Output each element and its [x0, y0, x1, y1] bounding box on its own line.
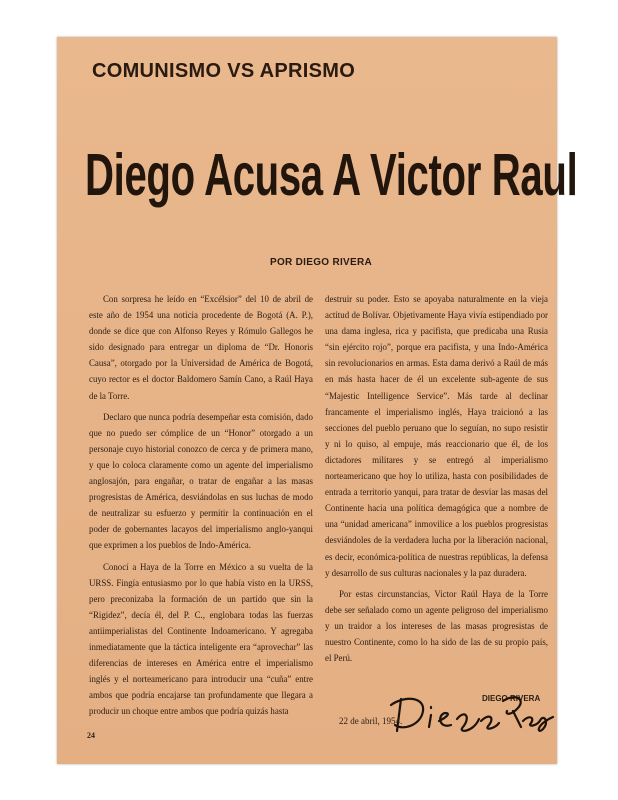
- left-column: [89, 291, 313, 724]
- section-kicker: COMUNISMO VS APRISMO: [92, 60, 356, 82]
- date-line: 22 de abril, 1954.: [339, 716, 403, 726]
- signature-name: DIEGO RIVERA: [482, 694, 541, 703]
- paragraph: Por estas circunstancias, Victor Raúl Haya de la Torre debe ser señalado como un agente peligroso del imperialismo y un traidor a los intereses de las masas progresistas de nuestro Continente, como lo ha sido de las de su propio país, el Perú.: [325, 588, 548, 664]
- page-number: 24: [87, 731, 95, 740]
- paragraph: Con sorpresa he leído en “Excélsior” del 10 de abril de este año de 1954 una noticia procedente de Bogotá (A. P.), donde se dice que con Alfonso Reyes y Rómulo Gallegos he sido designado para entregar un diploma de “Dr. Honoris Causa”, otorgado por la Universidad de América de Bogotá, cuyo rector es el doctor Baldomero Samín Cano, a Raúl Haya de la Torre.: [89, 294, 313, 401]
- handwritten-signature: [385, 687, 557, 735]
- paragraph: destruir su poder. Esto se apoyaba naturalmente en la vieja actitud de Bolívar. Objetivamente Haya vivía estipendiado por una dama inglesa, rica y pacifista, que predicaba una Rusia “sin ejército rojo”, porque era pacifista, y una Indo-América sin revolucionarios en armas. Esta dama derivó a Raúl de más en más hasta hacer de él un excelente sub-agente de sus “Majestic Intelligence Service”. Más tarde al declinar francamente el imperialismo inglés, Haya traicionó a las secciones del pueblo peruano que lo seguían, no supo resistir y ni lo quiso, al empuje, más reaccionario que él, de los dictadores militares y se entregó al imperialismo norteamericano que hoy lo utiliza, hasta con posibilidades de entrada a territorio yanqui, para tratar de desviar las masas del Continente hacia una política demagógica que a nombre de una “unidad americana” inmovilice a los pueblos progresistas desviándoles de la verdadera lucha por la liberación nacional, es decir, económica-política de nuestras repúblicas, la defensa y desarrollo de sus culturas nacionales y la paz duradera.: [325, 294, 548, 578]
- article-title: Diego Acusa A Victor Raul: [85, 142, 578, 208]
- paragraph: Conocí a Haya de la Torre en México a su vuelta de la URSS. Fingía entusiasmo por lo que había visto en la URSS, pero preconizaba la formación de un partido que sin la “Rigidez”, decía él, del P. C., englobara todas las fuerzas antiimperialistas del Continente Indoamericano. Y agregaba inmediatamente que la táctica inteligente era “aprovechar” las diferencias de intereses en América entre el imperialismo inglés y el norteamericano para introducir una “cuña” entre ambos que podría encajarse tan profundamente que llegara a producir un choque entre ambos que podría quizás hasta: [89, 561, 313, 717]
- right-column: [325, 291, 548, 671]
- paragraph: Declaro que nunca podría desempeñar esta comisión, dado que no puedo ser cómplice de un “Honor” otorgado a un personaje cuyo historial conozco de cerca y de primera mano, y que lo coloca claramente como un agente del imperialismo anglosajón, para engañar, o tratar de engañar a las masas progresistas de América, desviándolas en sus luchas de modo de neutralizar su esfuerzo y permitir la continuación en el poder de gobernantes lacayos del imperialismo anglo-yanqui que exprimen a los pueblos de Indo-América.: [89, 411, 313, 551]
- byline: POR DIEGO RIVERA: [270, 257, 373, 268]
- magazine-page: [57, 37, 578, 764]
